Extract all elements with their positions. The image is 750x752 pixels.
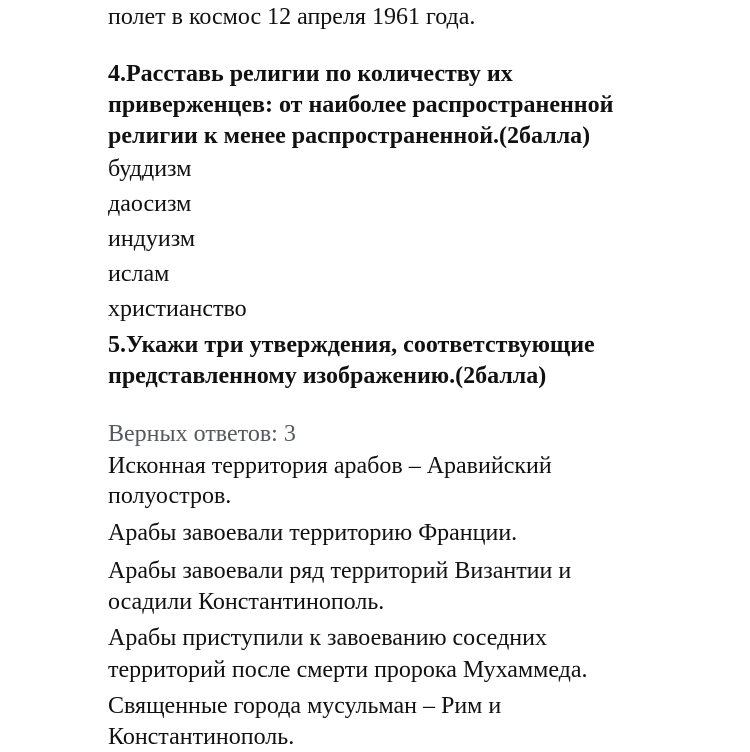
option-3-line-1: Арабы завоевали ряд территорий Византии и <box>108 558 572 584</box>
question-4-option-hinduism[interactable]: индуизм <box>108 226 196 252</box>
intro-text: полет в космос 12 апреля 1961 года. <box>108 4 476 30</box>
question-5-title-line-2: представленному изображению.(2балла) <box>108 363 547 389</box>
question-4-option-christianity[interactable]: христианство <box>108 296 247 322</box>
option-4-line-1: Арабы приступили к завоеванию соседних <box>108 625 547 651</box>
option-3-line-2: осадили Константинополь. <box>108 589 385 615</box>
option-5-line-1: Священные города мусульман – Рим и <box>108 693 502 719</box>
option-2-line-1: Арабы завоевали территорию Франции. <box>108 520 518 546</box>
question-4-title-line-1: 4.Расставь религии по количеству их <box>108 61 513 87</box>
question-4-option-buddhism[interactable]: буддизм <box>108 156 192 182</box>
question-4-option-taoism[interactable]: даосизм <box>108 191 192 217</box>
option-1-line-1: Исконная территория арабов – Аравийский <box>108 453 552 479</box>
option-1-line-2: полуостров. <box>108 483 232 509</box>
correct-answers-count: Верных ответов: 3 <box>108 421 296 447</box>
option-4-line-2: территорий после смерти пророка Мухаммеда. <box>108 657 588 683</box>
question-4-title-line-2: приверженцев: от наиболее распространенной <box>108 92 614 118</box>
option-5-line-2: Константинополь. <box>108 724 295 750</box>
question-4-option-islam[interactable]: ислам <box>108 261 170 287</box>
question-4-title-line-3: религии к менее распространенной.(2балла) <box>108 123 591 149</box>
question-5-title-line-1: 5.Укажи три утверждения, соответствующие <box>108 332 595 358</box>
